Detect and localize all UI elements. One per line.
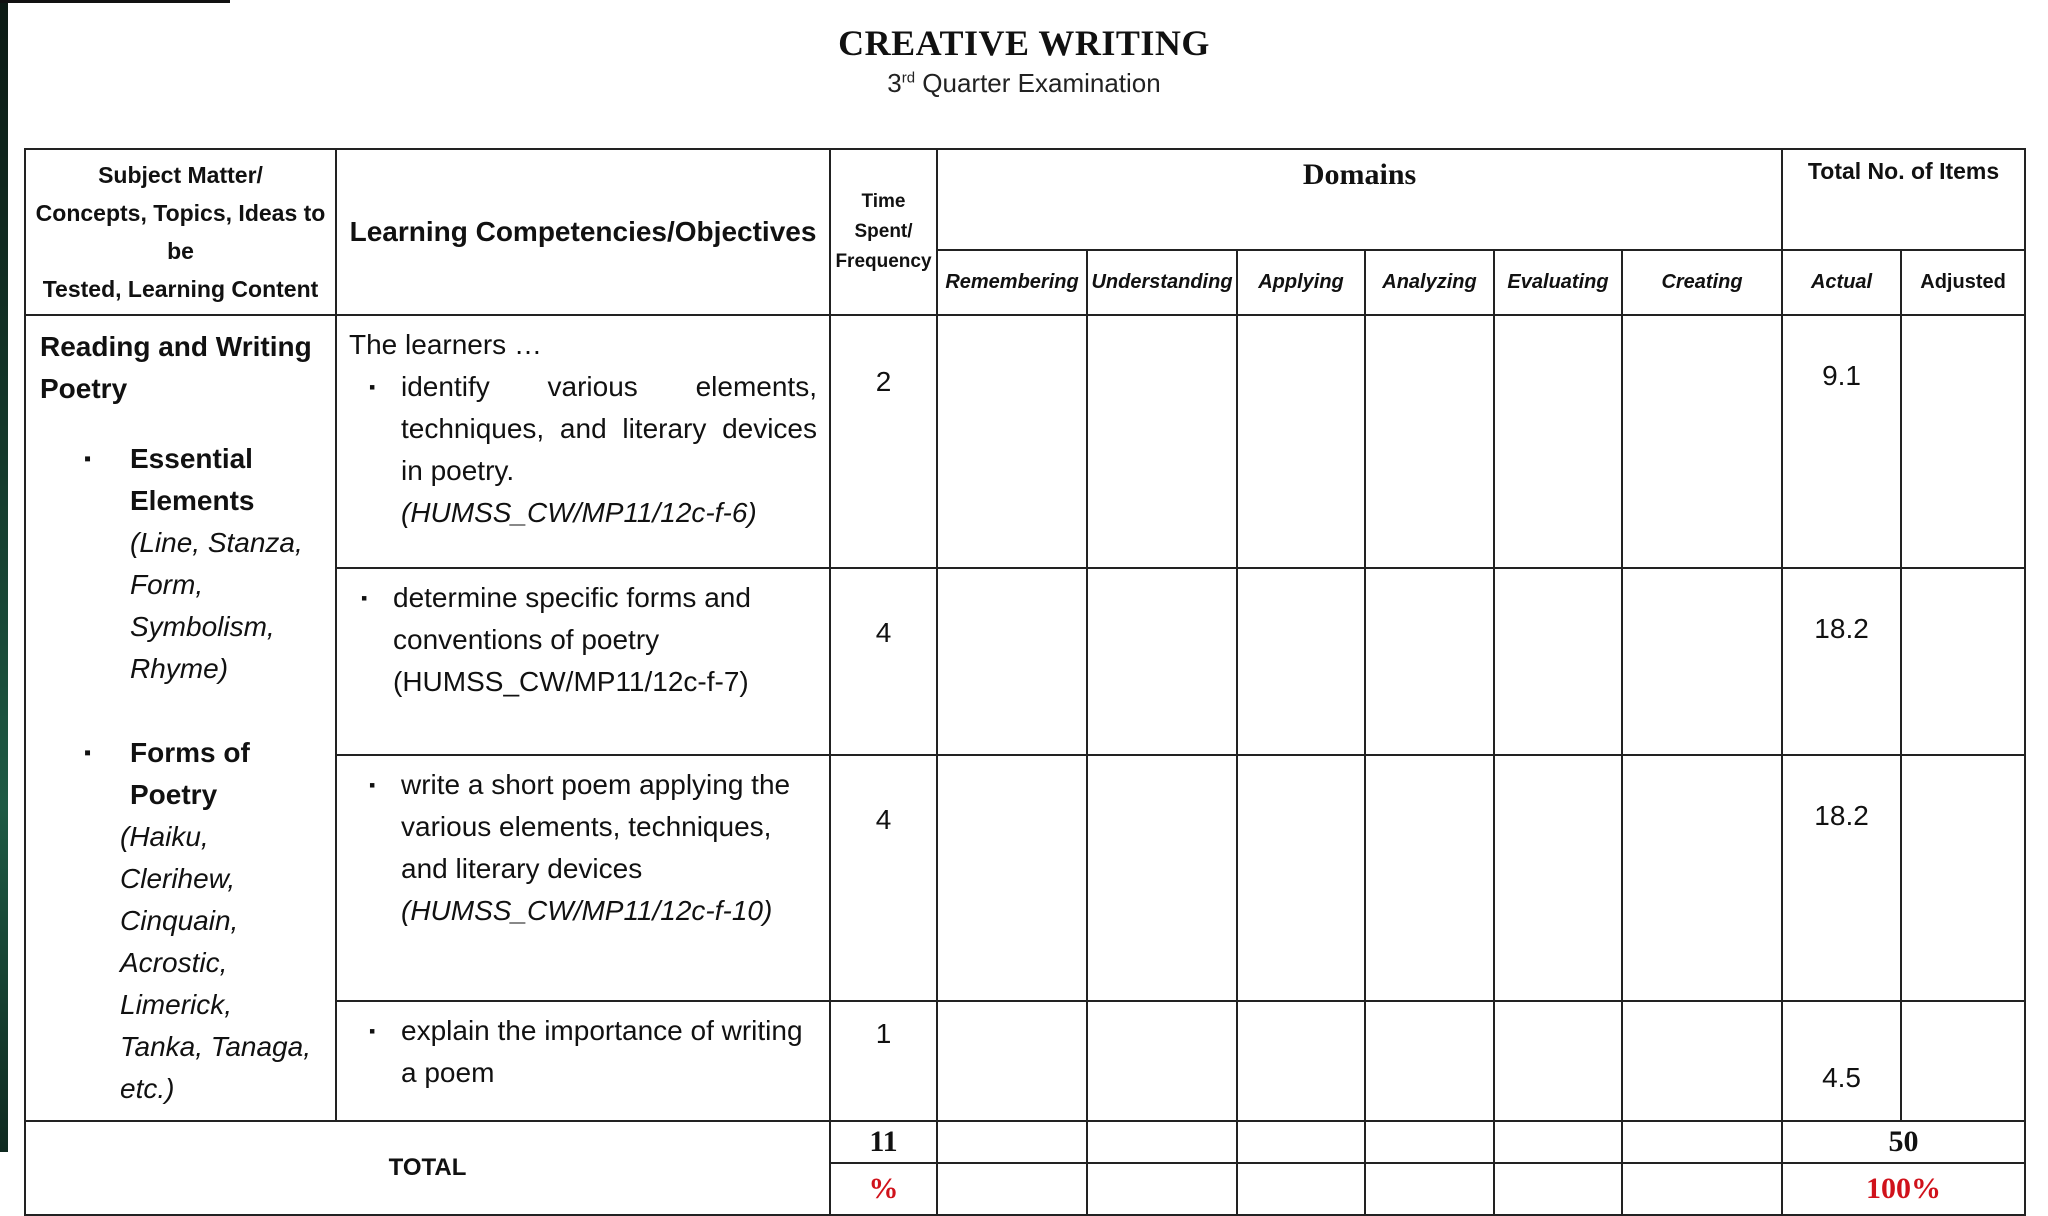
header-subject-line: Concepts, Topics, Ideas to be (35, 200, 326, 264)
header-analyzing: Analyzing (1365, 250, 1494, 315)
header-subject-line: Subject Matter/ (98, 162, 263, 188)
domain-cell (937, 568, 1087, 755)
competency-intro: The learners … (349, 329, 542, 360)
subject-item (40, 732, 321, 1110)
header-subject (25, 149, 336, 315)
domain-cell (1087, 1121, 1237, 1163)
domain-cell (1365, 1001, 1494, 1121)
domain-cell (1365, 1121, 1494, 1163)
bullet-icon: ▪ (361, 588, 368, 609)
bullet-icon: ▪ (84, 742, 92, 764)
competency-text: write a short poem applying the various elements, techniques, and literary devices (401, 768, 791, 884)
header-time-line: Time (861, 191, 906, 212)
domain-cell (1087, 1163, 1237, 1215)
header-creating: Creating (1622, 250, 1782, 315)
total-time: 11 (830, 1121, 937, 1163)
left-edge-strip (0, 0, 8, 1152)
subject-item-detail: (Line, Stanza, Form, Symbolism, Rhyme) (130, 527, 303, 684)
domain-cell (1237, 1001, 1365, 1121)
adjusted-cell (1901, 1001, 2025, 1121)
percent-total: 100% (1782, 1163, 2025, 1215)
domain-cell (1494, 1001, 1622, 1121)
subtitle-rest: Quarter Examination (915, 68, 1161, 98)
adjusted-cell (1901, 755, 2025, 1001)
subject-item-name: Forms of Poetry (130, 737, 250, 810)
domain-cell (1365, 568, 1494, 755)
time-cell: 4 (830, 568, 937, 755)
competency-item (349, 366, 817, 534)
header-actual: Actual (1782, 250, 1901, 315)
domain-cell (1087, 568, 1237, 755)
domain-cell (1365, 1163, 1494, 1215)
domain-cell (1237, 315, 1365, 568)
actual-cell: 18.2 (1782, 755, 1901, 1001)
competency-code: (HUMSS_CW/MP11/12c-f-7) (393, 666, 749, 698)
header-competencies: Learning Competencies/Objectives (336, 149, 830, 315)
header-total-items: Total No. of Items (1782, 149, 2025, 250)
domain-cell (1622, 1121, 1782, 1163)
header-adjusted: Adjusted (1901, 250, 2025, 315)
subtitle-ordinal: 3 (887, 68, 902, 98)
time-cell: 1 (830, 1001, 937, 1121)
header-remembering: Remembering (937, 250, 1087, 315)
domain-cell (1365, 755, 1494, 1001)
domain-cell (937, 1163, 1087, 1215)
domain-cell (1622, 568, 1782, 755)
domain-cell (1622, 315, 1782, 568)
adjusted-cell (1901, 315, 2025, 568)
actual-cell: 18.2 (1782, 568, 1901, 755)
domain-cell (1494, 755, 1622, 1001)
table-of-specifications (24, 148, 2026, 1216)
competency-text: explain the importance of writing a poem (401, 1015, 803, 1089)
time-cell: 4 (830, 755, 937, 1001)
domain-cell (1087, 755, 1237, 1001)
document-title: CREATIVE WRITING (838, 23, 1210, 63)
document-subtitle (0, 68, 2048, 99)
bullet-icon: ▪ (369, 774, 376, 795)
competency-text: identify various elements, techniques, and literary devices in poetry. (401, 371, 817, 486)
time-cell: 2 (830, 315, 937, 568)
bullet-icon: ▪ (369, 1021, 376, 1042)
top-rule (0, 0, 230, 3)
subject-item-detail: (Haiku, Clerihew, Cinquain, Acrostic, Limerick, Tanka, Tanaga, etc.) (120, 821, 311, 1104)
table-row (25, 315, 2025, 568)
domain-cell (1494, 315, 1622, 568)
subject-item (40, 438, 321, 690)
domain-cell (1494, 1163, 1622, 1215)
domain-cell (1622, 1001, 1782, 1121)
subject-title: Reading and Writing Poetry (40, 331, 312, 404)
header-understanding: Understanding (1087, 250, 1237, 315)
competency-code: (HUMSS_CW/MP11/12c-f-10) (401, 894, 773, 926)
domain-cell (937, 315, 1087, 568)
header-time (830, 149, 937, 315)
competency-cell (336, 1001, 830, 1121)
bullet-icon: ▪ (369, 377, 376, 397)
adjusted-cell (1901, 568, 2025, 755)
competency-cell (336, 755, 830, 1001)
header-domains: Domains (937, 149, 1782, 250)
domain-cell (1087, 1001, 1237, 1121)
header-row-1 (25, 149, 2025, 250)
domain-cell (1494, 1121, 1622, 1163)
percent-symbol: % (830, 1163, 937, 1215)
actual-cell: 9.1 (1782, 315, 1901, 568)
competency-item (349, 764, 817, 932)
domain-cell (1622, 1163, 1782, 1215)
header-applying: Applying (1237, 250, 1365, 315)
domain-cell (1087, 315, 1237, 568)
header-evaluating: Evaluating (1494, 250, 1622, 315)
subject-item-name: Essential Elements (130, 443, 255, 516)
header-time-line: Frequency (835, 251, 932, 272)
domain-cell (1622, 755, 1782, 1001)
domain-cell (1237, 755, 1365, 1001)
total-row (25, 1121, 2025, 1163)
competency-cell (336, 568, 830, 755)
domain-cell (937, 1121, 1087, 1163)
total-label: TOTAL (25, 1121, 830, 1215)
competency-text: determine specific forms and conventions of poetry (393, 582, 751, 656)
competency-item (349, 1010, 817, 1094)
competency-cell (336, 315, 830, 568)
header-block (0, 22, 2048, 99)
domain-cell (1237, 568, 1365, 755)
competency-code: (HUMSS_CW/MP11/12c-f-6) (401, 497, 757, 528)
subject-cell (25, 315, 336, 1121)
domain-cell (1494, 568, 1622, 755)
header-subject-line: Tested, Learning Content (42, 276, 319, 302)
domain-cell (937, 755, 1087, 1001)
bullet-icon: ▪ (84, 448, 92, 470)
domain-cell (1237, 1121, 1365, 1163)
domain-cell (1237, 1163, 1365, 1215)
actual-cell: 4.5 (1782, 1001, 1901, 1121)
total-items: 50 (1782, 1121, 2025, 1163)
domain-cell (1365, 315, 1494, 568)
domain-cell (937, 1001, 1087, 1121)
competency-item (349, 577, 817, 703)
subtitle-sup: rd (901, 69, 916, 87)
header-time-line: Spent/ (854, 221, 913, 242)
